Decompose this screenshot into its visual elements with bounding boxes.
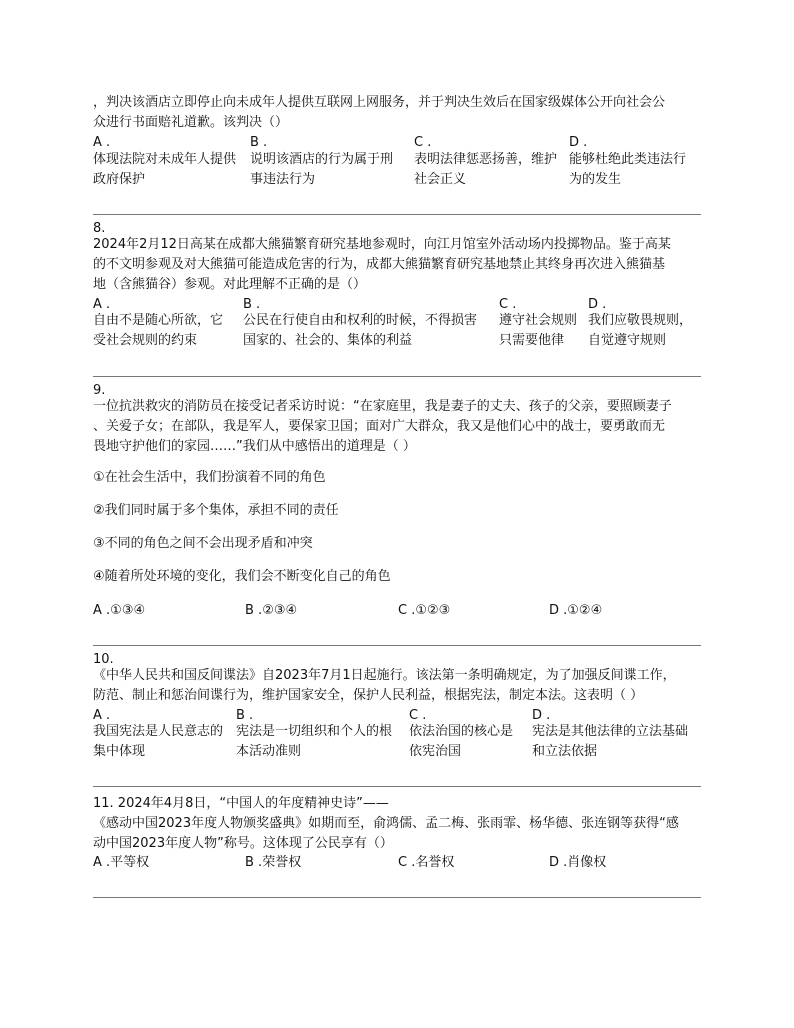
question-stem-line: 《感动中国2023年度人物颁奖盛典》如期而至，俞鸿儒、孟二梅、张雨霏、杨华德、张连钢等获得“感 xyxy=(93,816,679,831)
question-stem-line: 地（含熊猫谷）参观。对此理解不正确的是（） xyxy=(93,277,367,292)
option-b[interactable] xyxy=(245,853,301,872)
question-number: 10. xyxy=(93,652,114,667)
option-c-letter[interactable]: C . xyxy=(409,708,427,723)
question-stem-line: 防范、制止和惩治间谍行为，维护国家安全，保护人民利益，根据宪法，制定本法。这表明（ ） xyxy=(93,688,644,703)
option-b-text[interactable]: 事违法行为 xyxy=(250,172,316,187)
option-b[interactable] xyxy=(245,601,297,620)
option-a-text[interactable]: 集中体现 xyxy=(93,744,146,759)
question-number: 8. xyxy=(93,221,106,236)
option-b-text: ②③④ xyxy=(262,603,298,618)
option-d[interactable] xyxy=(549,853,606,872)
question-stem-line: 11. 2024年4月8日，“中国人的年度精神史诗”—— xyxy=(93,796,389,811)
option-c-text[interactable]: 依宪治国 xyxy=(409,744,462,759)
question-stem-line: 畏地守护他们的家园……”我们从中感悟出的道理是（ ） xyxy=(93,439,416,454)
question-stem-line: 动中国2023年度人物”称号。这体现了公民享有（） xyxy=(93,836,393,851)
option-d-text: ①②④ xyxy=(567,603,603,618)
question-stem-line: 的不文明参观及对大熊猫可能造成危害的行为，成都大熊猫繁育研究基地禁止其终身再次进入熊猫基 xyxy=(93,257,666,272)
option-d[interactable] xyxy=(549,601,602,620)
option-a-letter[interactable]: A . xyxy=(93,135,111,150)
question-stem-line: 一位抗洪救灾的消防员在接受记者采访时说：“在家庭里，我是妻子的丈夫、孩子的父亲，要照顾妻子 xyxy=(93,399,672,414)
option-c-text[interactable]: 只需要他律 xyxy=(499,333,565,348)
option-c-text[interactable]: 社会正义 xyxy=(414,172,467,187)
question-divider xyxy=(93,645,701,646)
option-c-letter: C . xyxy=(398,855,416,870)
option-a-text[interactable]: 政府保护 xyxy=(93,172,146,187)
option-a-text[interactable]: 体现法院对未成年人提供 xyxy=(93,152,237,167)
option-b-text[interactable]: 本活动准则 xyxy=(236,744,302,759)
option-b-text[interactable]: 国家的、社会的、集体的利益 xyxy=(243,333,413,348)
question-divider xyxy=(93,214,701,215)
option-c-letter[interactable]: C . xyxy=(499,297,517,312)
option-a-text[interactable]: 自由不是随心所欲，它 xyxy=(93,313,224,328)
question-divider xyxy=(93,897,701,898)
option-a-letter: A . xyxy=(93,855,111,870)
option-b-letter[interactable]: B . xyxy=(243,297,261,312)
option-b-letter[interactable]: B . xyxy=(250,135,268,150)
option-d-text[interactable]: 为的发生 xyxy=(569,172,622,187)
option-a-text: ①③④ xyxy=(110,603,146,618)
question-stem-line: 众进行书面赔礼道歉。该判决（） xyxy=(93,115,289,130)
statement-item: ①在社会生活中，我们扮演着不同的角色 xyxy=(93,470,326,485)
question-number: 9. xyxy=(93,383,106,398)
option-a-letter[interactable]: A . xyxy=(93,297,111,312)
option-a[interactable] xyxy=(93,853,149,872)
option-d-text[interactable]: 自觉遵守规则 xyxy=(588,333,667,348)
option-a-text[interactable]: 我国宪法是人民意志的 xyxy=(93,724,224,739)
option-b-text[interactable]: 说明该酒店的行为属于刑 xyxy=(250,152,394,167)
option-d-letter[interactable]: D . xyxy=(569,135,588,150)
question-stem-line: ，判决该酒店立即停止向未成年人提供互联网上网服务，并于判决生效后在国家级媒体公开向社会公 xyxy=(93,95,666,110)
question-divider xyxy=(93,376,701,377)
option-d-letter: D . xyxy=(549,603,568,618)
option-b-text[interactable]: 宪法是一切组织和个人的根 xyxy=(236,724,393,739)
option-c[interactable] xyxy=(398,853,454,872)
option-a-letter[interactable]: A . xyxy=(93,708,111,723)
option-b-letter[interactable]: B . xyxy=(236,708,254,723)
option-b-letter: B . xyxy=(245,855,263,870)
option-d-text[interactable]: 我们应敬畏规则， xyxy=(588,313,693,328)
option-d-text[interactable]: 能够杜绝此类违法行 xyxy=(569,152,687,167)
option-c-text[interactable]: 表明法律惩恶扬善，维护 xyxy=(414,152,558,167)
option-c-text: ①②③ xyxy=(415,603,451,618)
option-d-letter: D . xyxy=(549,855,568,870)
option-b-text: 荣誉权 xyxy=(262,855,302,870)
option-a-text[interactable]: 受社会规则的约束 xyxy=(93,333,198,348)
option-d-letter[interactable]: D . xyxy=(588,297,607,312)
option-b-letter: B . xyxy=(245,603,263,618)
option-c-text[interactable]: 遵守社会规则 xyxy=(499,313,578,328)
option-c-letter[interactable]: C . xyxy=(414,135,432,150)
statement-item: ②我们同时属于多个集体，承担不同的责任 xyxy=(93,503,339,518)
option-d-letter[interactable]: D . xyxy=(532,708,551,723)
option-c-letter: C . xyxy=(398,603,416,618)
statement-item: ④随着所处环境的变化，我们会不断变化自己的角色 xyxy=(93,569,391,584)
option-c-text: 名誉权 xyxy=(415,855,455,870)
option-d-text[interactable]: 宪法是其他法律的立法基础 xyxy=(532,724,689,739)
option-a-letter: A . xyxy=(93,603,111,618)
statement-item: ③不同的角色之间不会出现矛盾和冲突 xyxy=(93,536,313,551)
option-a-text: 平等权 xyxy=(110,855,150,870)
option-b-text[interactable]: 公民在行使自由和权利的时候，不得损害 xyxy=(243,313,478,328)
question-divider xyxy=(93,786,701,787)
option-d-text[interactable]: 和立法依据 xyxy=(532,744,598,759)
question-stem-line: 《中华人民共和国反间谍法》自2023年7月1日起施行。该法第一条明确规定，为了加强反间谍工作， xyxy=(93,668,676,683)
question-stem-line: 2024年2月12日高某在成都大熊猫繁育研究基地参观时，向江月馆室外活动场内投掷物品。鉴于高某 xyxy=(93,237,671,252)
option-c[interactable] xyxy=(398,601,450,620)
option-a[interactable] xyxy=(93,601,145,620)
option-c-text[interactable]: 依法治国的核心是 xyxy=(409,724,514,739)
option-d-text: 肖像权 xyxy=(567,855,607,870)
question-stem-line: 、关爱子女；在部队，我是军人，要保家卫国；面对广大群众，我又是他们心中的战士，要勇敢而无 xyxy=(93,419,666,434)
